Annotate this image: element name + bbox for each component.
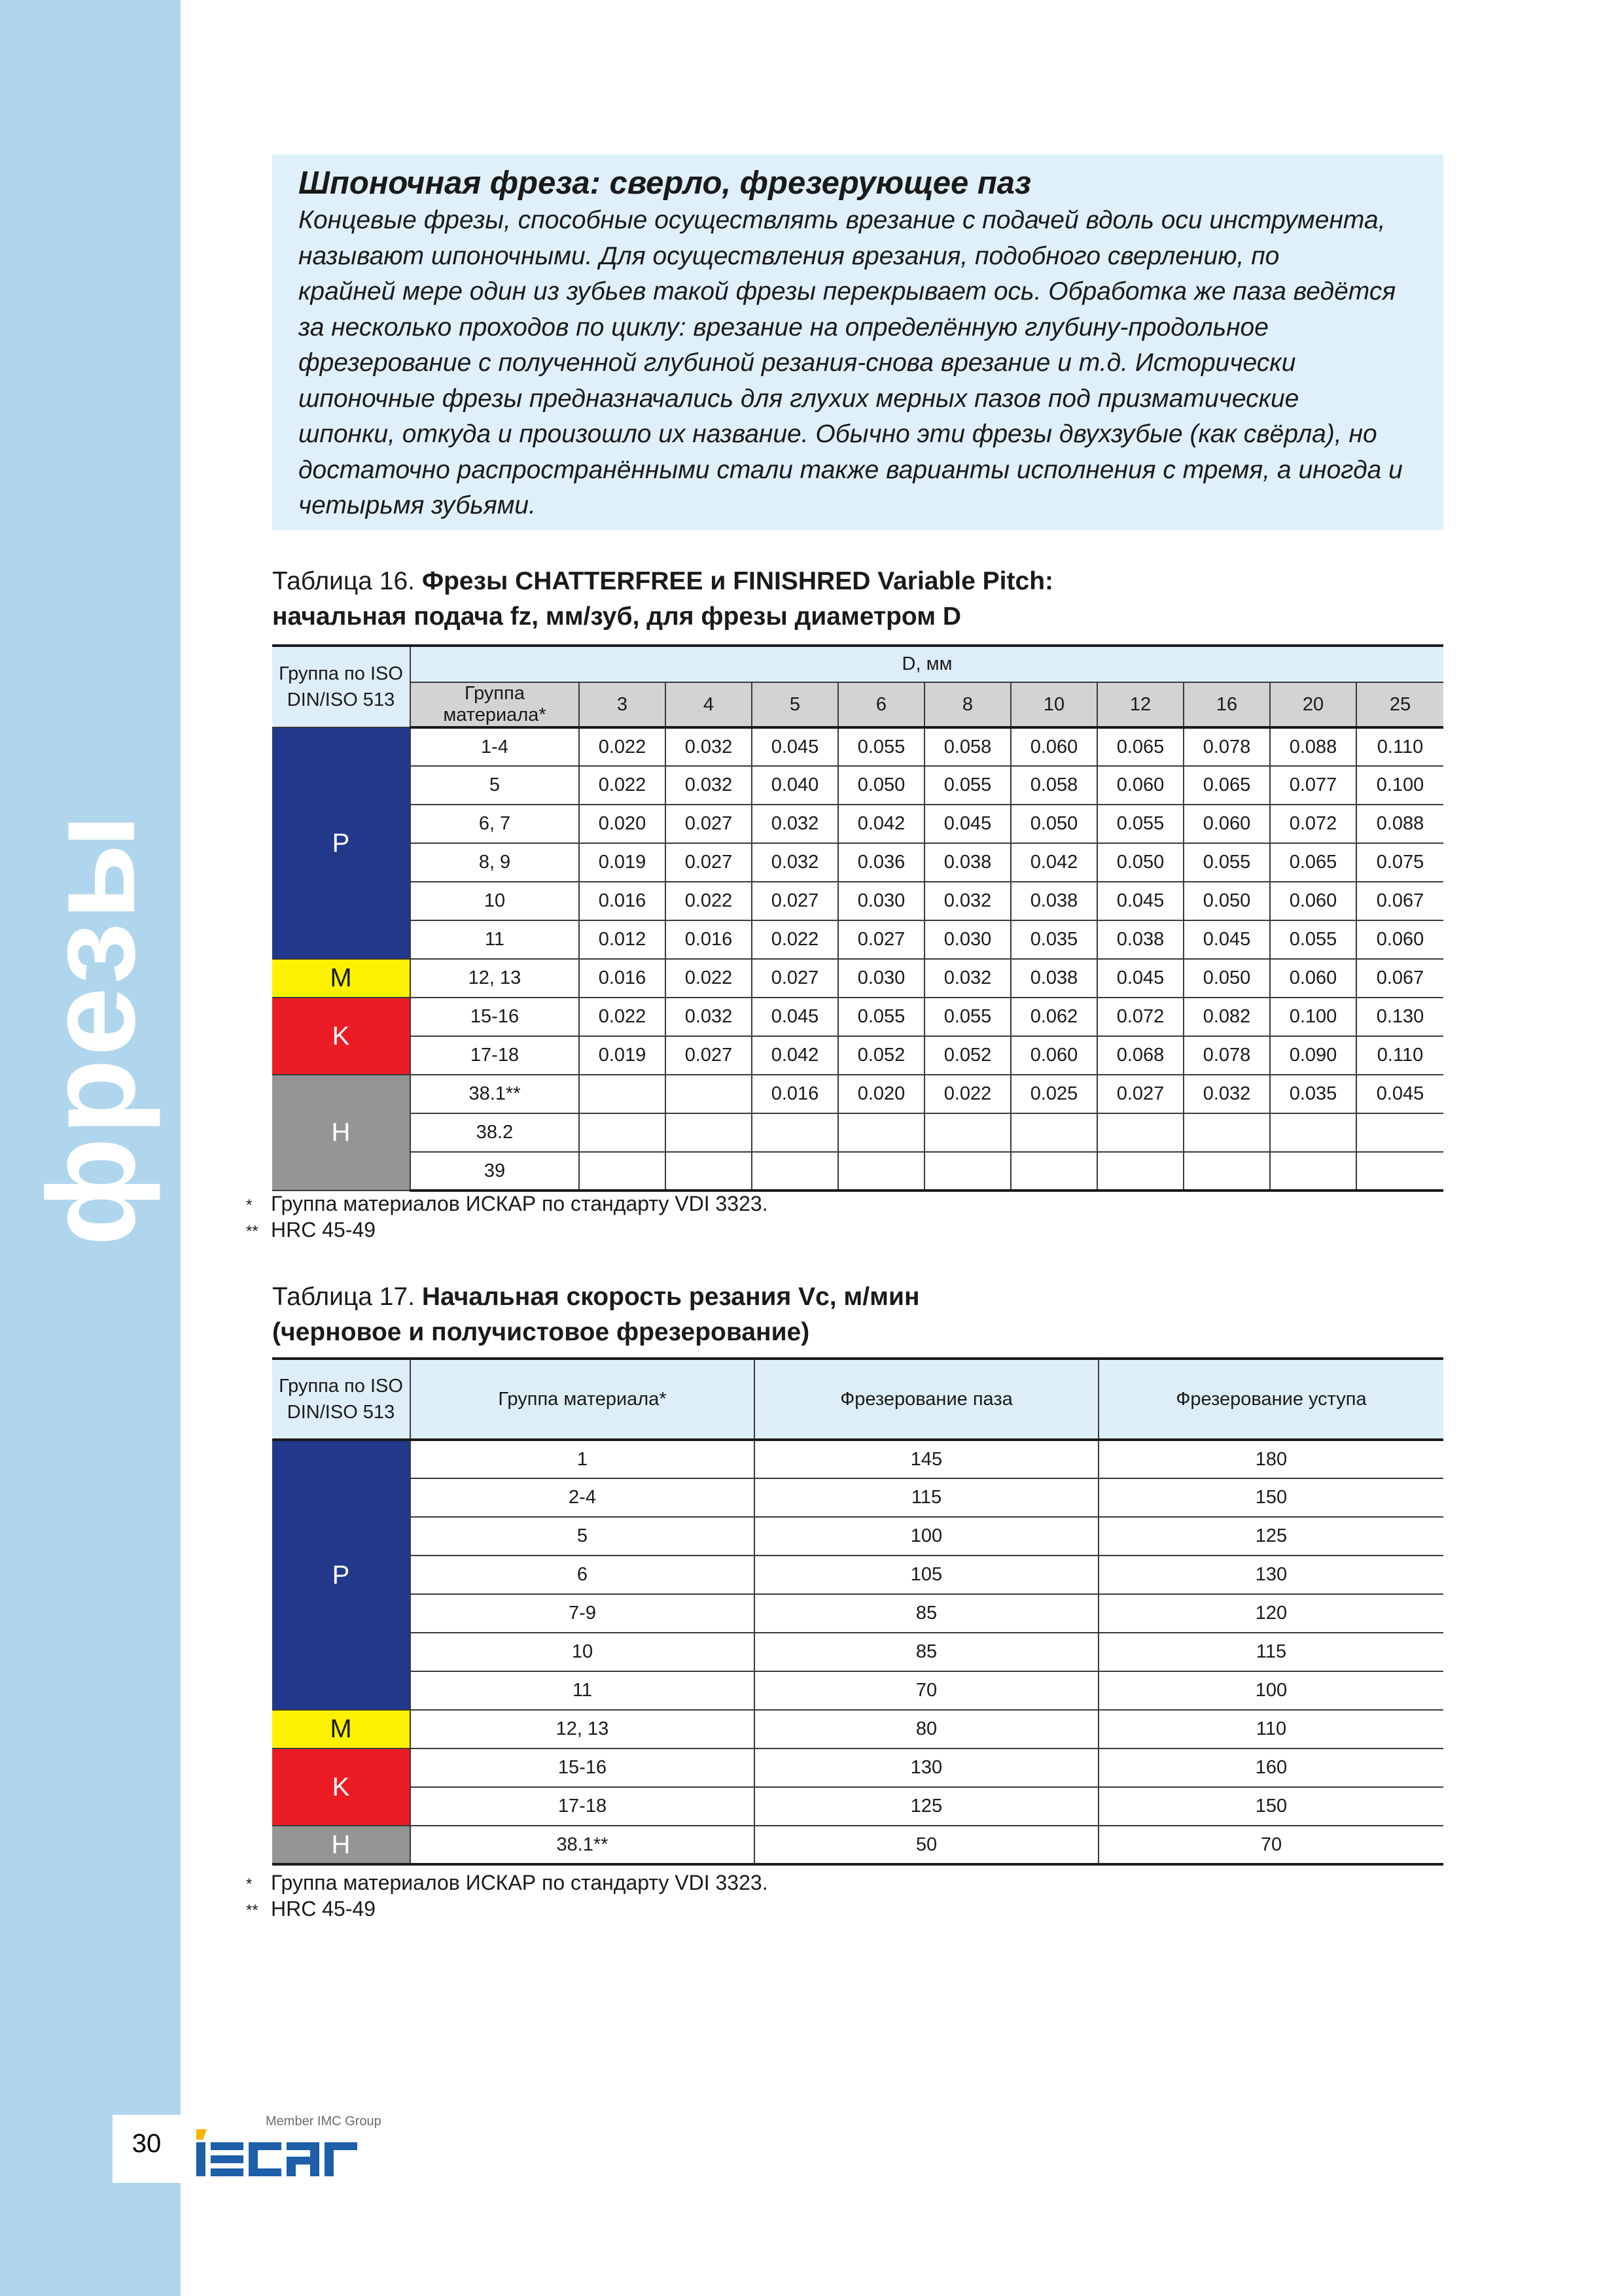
feed-value-cell: 0.130 bbox=[1356, 998, 1443, 1036]
iso-group-p: P bbox=[272, 1440, 410, 1710]
feed-value-cell: 0.058 bbox=[924, 727, 1011, 766]
table-row bbox=[272, 882, 1443, 920]
feed-value-cell: 0.038 bbox=[924, 843, 1011, 882]
feed-value-cell: 0.045 bbox=[1184, 920, 1270, 959]
feed-value-cell: 0.058 bbox=[1011, 766, 1097, 805]
slot-speed-cell: 85 bbox=[754, 1594, 1099, 1633]
info-line: достаточно распространёнными стали также варианты исполнения с тремя, а иногда и bbox=[298, 455, 1403, 484]
feed-value-cell bbox=[838, 1113, 924, 1152]
feed-value-cell: 0.042 bbox=[838, 805, 924, 843]
feed-value-cell bbox=[579, 1113, 665, 1152]
material-group-cell: 38.1** bbox=[410, 1826, 754, 1864]
feed-value-cell: 0.016 bbox=[579, 882, 665, 920]
shoulder-speed-cell: 180 bbox=[1099, 1440, 1443, 1478]
material-group-cell: 11 bbox=[410, 1671, 754, 1710]
feed-value-cell: 0.020 bbox=[838, 1075, 924, 1113]
feed-value-cell: 0.045 bbox=[752, 727, 838, 766]
feed-value-cell: 0.012 bbox=[579, 920, 665, 959]
feed-value-cell: 0.055 bbox=[1097, 805, 1184, 843]
feed-value-cell: 0.050 bbox=[1097, 843, 1184, 882]
diameter-column-header: 3 bbox=[579, 682, 665, 727]
feed-value-cell: 0.110 bbox=[1356, 1036, 1443, 1075]
material-group-cell: 38.2 bbox=[410, 1113, 579, 1152]
diameter-column-header: 8 bbox=[924, 682, 1011, 727]
feed-value-cell bbox=[1356, 1152, 1443, 1191]
feed-value-cell: 0.030 bbox=[924, 920, 1011, 959]
table-row bbox=[272, 1748, 1443, 1787]
feed-value-cell: 0.050 bbox=[1011, 805, 1097, 843]
iso-group-m: M bbox=[272, 1710, 410, 1748]
table-row bbox=[272, 805, 1443, 843]
feed-value-cell: 0.038 bbox=[1097, 920, 1184, 959]
material-group-cell: 8, 9 bbox=[410, 843, 579, 882]
material-group-cell: 38.1** bbox=[410, 1075, 579, 1113]
shoulder-speed-cell: 150 bbox=[1099, 1787, 1443, 1826]
feed-value-cell: 0.032 bbox=[665, 998, 752, 1036]
feed-value-cell bbox=[924, 1152, 1011, 1191]
material-group-cell: 12, 13 bbox=[410, 1710, 754, 1748]
table17-caption bbox=[272, 1279, 920, 1350]
feed-value-cell: 0.016 bbox=[579, 959, 665, 998]
slot-speed-cell: 125 bbox=[754, 1787, 1099, 1826]
sidebar bbox=[0, 0, 181, 2296]
table-row bbox=[272, 843, 1443, 882]
footnote-text: Группа материалов ИСКАР по стандарту VDI 3323. bbox=[271, 1192, 768, 1215]
feed-value-cell bbox=[1011, 1152, 1097, 1191]
info-body bbox=[298, 203, 1411, 524]
feed-value-cell: 0.022 bbox=[924, 1075, 1011, 1113]
feed-value-cell: 0.065 bbox=[1184, 766, 1270, 805]
feed-value-cell: 0.040 bbox=[752, 766, 838, 805]
feed-value-cell: 0.035 bbox=[1270, 1075, 1356, 1113]
table-row bbox=[272, 727, 1443, 766]
feed-value-cell: 0.055 bbox=[1184, 843, 1270, 882]
slot-speed-cell: 85 bbox=[754, 1633, 1099, 1671]
iso-group-header bbox=[272, 1359, 410, 1440]
feed-value-cell: 0.030 bbox=[838, 882, 924, 920]
feed-value-cell: 0.042 bbox=[1011, 843, 1097, 882]
material-group-cell: 1 bbox=[410, 1440, 754, 1478]
diameter-column-header: 20 bbox=[1270, 682, 1356, 727]
table-row bbox=[272, 1671, 1443, 1710]
feed-value-cell: 0.060 bbox=[1270, 959, 1356, 998]
table-row bbox=[272, 1478, 1443, 1517]
feed-value-cell: 0.055 bbox=[924, 766, 1011, 805]
table16-footnote-1 bbox=[246, 1192, 768, 1216]
feed-value-cell: 0.065 bbox=[1097, 727, 1184, 766]
feed-value-cell: 0.032 bbox=[924, 959, 1011, 998]
shoulder-speed-cell: 100 bbox=[1099, 1671, 1443, 1710]
info-line: четырьмя зубьями. bbox=[298, 491, 536, 519]
feed-value-cell: 0.052 bbox=[838, 1036, 924, 1075]
feed-value-cell: 0.019 bbox=[579, 1036, 665, 1075]
slot-speed-cell: 145 bbox=[754, 1440, 1099, 1478]
feed-value-cell: 0.027 bbox=[665, 843, 752, 882]
material-group-cell: 6 bbox=[410, 1556, 754, 1594]
diameter-column-header: 10 bbox=[1011, 682, 1097, 727]
iscar-logo bbox=[194, 2110, 390, 2188]
table-row bbox=[272, 1440, 1443, 1478]
material-group-cell: 15-16 bbox=[410, 998, 579, 1036]
feed-value-cell: 0.016 bbox=[752, 1075, 838, 1113]
table-row bbox=[272, 1113, 1443, 1152]
table16-caption-prefix: Таблица 16. bbox=[272, 567, 422, 595]
feed-value-cell: 0.060 bbox=[1270, 882, 1356, 920]
feed-value-cell bbox=[1097, 1113, 1184, 1152]
shoulder-speed-cell: 115 bbox=[1099, 1633, 1443, 1671]
iso-group-header bbox=[272, 646, 410, 727]
feed-value-cell: 0.060 bbox=[1011, 727, 1097, 766]
table17 bbox=[272, 1357, 1443, 1866]
table-row bbox=[272, 959, 1443, 998]
table16-caption-title: Фрезы CHATTERFREE и FINISHRED Variable Pitch: bbox=[421, 567, 1054, 595]
feed-value-cell: 0.032 bbox=[665, 766, 752, 805]
iso-group-k: K bbox=[272, 1748, 410, 1826]
feed-value-cell bbox=[1356, 1113, 1443, 1152]
feed-value-cell: 0.050 bbox=[838, 766, 924, 805]
feed-value-cell: 0.050 bbox=[1184, 959, 1270, 998]
footnote-text: HRC 45-49 bbox=[271, 1218, 376, 1242]
table-row bbox=[272, 1633, 1443, 1671]
material-group-cell: 7-9 bbox=[410, 1594, 754, 1633]
feed-value-cell: 0.027 bbox=[665, 805, 752, 843]
material-group-cell: 1-4 bbox=[410, 727, 579, 766]
shoulder-speed-cell: 160 bbox=[1099, 1748, 1443, 1787]
feed-value-cell: 0.036 bbox=[838, 843, 924, 882]
material-group-header: Группа материала* bbox=[410, 1359, 754, 1440]
diameter-column-header: 5 bbox=[752, 682, 838, 727]
feed-value-cell: 0.045 bbox=[924, 805, 1011, 843]
table-row bbox=[272, 920, 1443, 959]
info-title: Шпоночная фреза: сверло, фрезерующее паз bbox=[298, 165, 1032, 201]
diameter-column-header: 6 bbox=[838, 682, 924, 727]
feed-value-cell: 0.077 bbox=[1270, 766, 1356, 805]
table-row bbox=[272, 1710, 1443, 1748]
feed-value-cell: 0.045 bbox=[1356, 1075, 1443, 1113]
table16-caption-subtitle: начальная подача fz, мм/зуб, для фрезы диаметром D bbox=[272, 602, 962, 631]
feed-value-cell: 0.055 bbox=[924, 998, 1011, 1036]
feed-value-cell bbox=[579, 1075, 665, 1113]
material-group-cell: 11 bbox=[410, 920, 579, 959]
iso-group-p: P bbox=[272, 727, 410, 959]
table-row bbox=[272, 1826, 1443, 1864]
page-number: 30 bbox=[132, 2129, 162, 2158]
feed-value-cell: 0.060 bbox=[1097, 766, 1184, 805]
feed-value-cell: 0.045 bbox=[1097, 882, 1184, 920]
feed-value-cell: 0.022 bbox=[579, 766, 665, 805]
shoulder-speed-cell: 70 bbox=[1099, 1826, 1443, 1864]
feed-value-cell: 0.072 bbox=[1270, 805, 1356, 843]
feed-value-cell: 0.088 bbox=[1270, 727, 1356, 766]
feed-value-cell: 0.027 bbox=[752, 959, 838, 998]
feed-value-cell: 0.032 bbox=[924, 882, 1011, 920]
feed-value-cell: 0.019 bbox=[579, 843, 665, 882]
feed-value-cell: 0.027 bbox=[752, 882, 838, 920]
feed-value-cell: 0.100 bbox=[1356, 766, 1443, 805]
material-group-cell: 10 bbox=[410, 1633, 754, 1671]
feed-value-cell: 0.020 bbox=[579, 805, 665, 843]
slot-speed-cell: 80 bbox=[754, 1710, 1099, 1748]
iso-group-k: K bbox=[272, 998, 410, 1075]
footnote-text: HRC 45-49 bbox=[271, 1897, 376, 1921]
slot-speed-cell: 130 bbox=[754, 1748, 1099, 1787]
feed-value-cell: 0.025 bbox=[1011, 1075, 1097, 1113]
table-row bbox=[272, 1787, 1443, 1826]
info-line: называют шпоночными. Для осуществления врезания, подобного сверлению, по bbox=[298, 241, 1280, 270]
table17-footnote-2 bbox=[246, 1897, 376, 1921]
iso-group-h: H bbox=[272, 1826, 410, 1864]
iso-group-h: H bbox=[272, 1075, 410, 1191]
diameter-header: D, мм bbox=[410, 646, 1443, 682]
iso-header-line: DIN/ISO 513 bbox=[287, 1402, 395, 1423]
table-row bbox=[272, 1152, 1443, 1191]
feed-value-cell bbox=[1011, 1113, 1097, 1152]
feed-value-cell: 0.082 bbox=[1184, 998, 1270, 1036]
diameter-column-header: 12 bbox=[1097, 682, 1184, 727]
info-line: шпоночные фрезы предназначались для глухих мерных пазов под призматические bbox=[298, 384, 1299, 413]
feed-value-cell: 0.022 bbox=[579, 727, 665, 766]
table-row bbox=[272, 1556, 1443, 1594]
feed-value-cell: 0.060 bbox=[1011, 1036, 1097, 1075]
feed-value-cell: 0.027 bbox=[1097, 1075, 1184, 1113]
feed-value-cell: 0.072 bbox=[1097, 998, 1184, 1036]
feed-value-cell bbox=[1097, 1152, 1184, 1191]
feed-value-cell: 0.038 bbox=[1011, 882, 1097, 920]
feed-value-cell: 0.052 bbox=[924, 1036, 1011, 1075]
feed-value-cell: 0.090 bbox=[1270, 1036, 1356, 1075]
shoulder-speed-cell: 120 bbox=[1099, 1594, 1443, 1633]
feed-value-cell: 0.062 bbox=[1011, 998, 1097, 1036]
material-group-cell: 5 bbox=[410, 1517, 754, 1556]
material-group-cell: 12, 13 bbox=[410, 959, 579, 998]
feed-value-cell: 0.027 bbox=[838, 920, 924, 959]
slot-speed-cell: 105 bbox=[754, 1556, 1099, 1594]
table-row bbox=[272, 1075, 1443, 1113]
feed-value-cell bbox=[752, 1152, 838, 1191]
shoulder-milling-header: Фрезерование уступа bbox=[1099, 1359, 1443, 1440]
material-group-cell: 39 bbox=[410, 1152, 579, 1191]
shoulder-speed-cell: 110 bbox=[1099, 1710, 1443, 1748]
feed-value-cell: 0.038 bbox=[1011, 959, 1097, 998]
feed-value-cell: 0.022 bbox=[579, 998, 665, 1036]
feed-value-cell: 0.068 bbox=[1097, 1036, 1184, 1075]
shoulder-speed-cell: 130 bbox=[1099, 1556, 1443, 1594]
iso-header-line: Группа по ISO bbox=[279, 663, 403, 684]
feed-value-cell: 0.067 bbox=[1356, 959, 1443, 998]
feed-value-cell: 0.060 bbox=[1184, 805, 1270, 843]
feed-value-cell: 0.088 bbox=[1356, 805, 1443, 843]
feed-value-cell: 0.027 bbox=[665, 1036, 752, 1075]
feed-value-cell: 0.050 bbox=[1184, 882, 1270, 920]
feed-value-cell: 0.065 bbox=[1270, 843, 1356, 882]
footnote-mark: * bbox=[246, 1196, 253, 1214]
feed-value-cell bbox=[752, 1113, 838, 1152]
feed-value-cell: 0.078 bbox=[1184, 1036, 1270, 1075]
shoulder-speed-cell: 150 bbox=[1099, 1478, 1443, 1517]
feed-value-cell bbox=[579, 1152, 665, 1191]
footnote-mark: ** bbox=[246, 1901, 258, 1919]
feed-value-cell: 0.055 bbox=[838, 998, 924, 1036]
table16-footnote-2 bbox=[246, 1218, 376, 1242]
section-title: фрезы bbox=[22, 811, 161, 1246]
table17-caption-prefix: Таблица 17. bbox=[272, 1283, 422, 1311]
slot-speed-cell: 50 bbox=[754, 1826, 1099, 1864]
table-row bbox=[272, 1517, 1443, 1556]
feed-value-cell: 0.022 bbox=[665, 959, 752, 998]
feed-value-cell bbox=[838, 1152, 924, 1191]
table-row bbox=[272, 998, 1443, 1036]
diameter-column-header: 16 bbox=[1184, 682, 1270, 727]
feed-value-cell bbox=[1184, 1113, 1270, 1152]
slot-milling-header: Фрезерование паза bbox=[754, 1359, 1099, 1440]
feed-value-cell: 0.045 bbox=[752, 998, 838, 1036]
material-group-header: Группа материала* bbox=[410, 682, 579, 727]
slot-speed-cell: 70 bbox=[754, 1671, 1099, 1710]
feed-value-cell bbox=[1184, 1152, 1270, 1191]
material-group-cell: 17-18 bbox=[410, 1036, 579, 1075]
feed-value-cell: 0.042 bbox=[752, 1036, 838, 1075]
feed-value-cell: 0.030 bbox=[838, 959, 924, 998]
feed-value-cell: 0.032 bbox=[752, 805, 838, 843]
iso-header-line: DIN/ISO 513 bbox=[287, 689, 395, 710]
table16 bbox=[272, 644, 1443, 1192]
material-group-cell: 17-18 bbox=[410, 1787, 754, 1826]
material-group-cell: 10 bbox=[410, 882, 579, 920]
table-row bbox=[272, 1036, 1443, 1075]
material-group-cell: 5 bbox=[410, 766, 579, 805]
feed-value-cell: 0.055 bbox=[838, 727, 924, 766]
feed-value-cell: 0.032 bbox=[1184, 1075, 1270, 1113]
feed-value-cell bbox=[665, 1075, 752, 1113]
feed-value-cell bbox=[1270, 1113, 1356, 1152]
feed-value-cell: 0.032 bbox=[752, 843, 838, 882]
table-row bbox=[272, 1594, 1443, 1633]
feed-value-cell: 0.055 bbox=[1270, 920, 1356, 959]
feed-value-cell: 0.100 bbox=[1270, 998, 1356, 1036]
diameter-column-header: 4 bbox=[665, 682, 752, 727]
table16-caption bbox=[272, 564, 1053, 635]
table17-caption-subtitle: (черновое и получистовое фрезерование) bbox=[272, 1318, 810, 1346]
feed-value-cell: 0.075 bbox=[1356, 843, 1443, 882]
logo-tagline: Member IMC Group bbox=[266, 2114, 381, 2129]
feed-value-cell: 0.060 bbox=[1356, 920, 1443, 959]
info-line: Концевые фрезы, способные осуществлять врезание с подачей вдоль оси инструмента, bbox=[298, 206, 1386, 234]
iso-header-line: Группа по ISO bbox=[279, 1376, 403, 1397]
feed-value-cell bbox=[1270, 1152, 1356, 1191]
info-line: фрезерование с полученной глубиной резания-снова врезание и т.д. Исторически bbox=[298, 349, 1296, 377]
footnote-mark: ** bbox=[246, 1222, 258, 1240]
material-group-cell: 2-4 bbox=[410, 1478, 754, 1517]
feed-value-cell: 0.022 bbox=[752, 920, 838, 959]
info-line: шпонки, откуда и произошло их название. Обычно эти фрезы двухзубые (как свёрла), но bbox=[298, 420, 1377, 448]
shoulder-speed-cell: 125 bbox=[1099, 1517, 1443, 1556]
feed-value-cell: 0.032 bbox=[665, 727, 752, 766]
feed-value-cell: 0.110 bbox=[1356, 727, 1443, 766]
feed-value-cell bbox=[665, 1152, 752, 1191]
feed-value-cell: 0.045 bbox=[1097, 959, 1184, 998]
material-group-cell: 6, 7 bbox=[410, 805, 579, 843]
feed-value-cell bbox=[665, 1113, 752, 1152]
footnote-mark: * bbox=[246, 1875, 253, 1893]
feed-value-cell: 0.016 bbox=[665, 920, 752, 959]
feed-value-cell: 0.022 bbox=[665, 882, 752, 920]
table-row bbox=[272, 766, 1443, 805]
feed-value-cell bbox=[924, 1113, 1011, 1152]
info-line: за несколько проходов по циклу: врезание на определённую глубину-продольное bbox=[298, 313, 1269, 341]
table17-caption-title: Начальная скорость резания Vc, м/мин bbox=[421, 1283, 920, 1311]
slot-speed-cell: 115 bbox=[754, 1478, 1099, 1517]
table17-footnote-1 bbox=[246, 1871, 768, 1895]
info-line: крайней мере один из зубьев такой фрезы перекрывает ось. Обработка же паза ведётся bbox=[298, 277, 1396, 305]
iso-group-m: M bbox=[272, 959, 410, 998]
diameter-column-header: 25 bbox=[1356, 682, 1443, 727]
footnote-text: Группа материалов ИСКАР по стандарту VDI 3323. bbox=[271, 1871, 768, 1894]
logo-mark bbox=[196, 2129, 357, 2176]
feed-value-cell: 0.035 bbox=[1011, 920, 1097, 959]
feed-value-cell: 0.078 bbox=[1184, 727, 1270, 766]
material-group-cell: 15-16 bbox=[410, 1748, 754, 1787]
feed-value-cell: 0.067 bbox=[1356, 882, 1443, 920]
slot-speed-cell: 100 bbox=[754, 1517, 1099, 1556]
